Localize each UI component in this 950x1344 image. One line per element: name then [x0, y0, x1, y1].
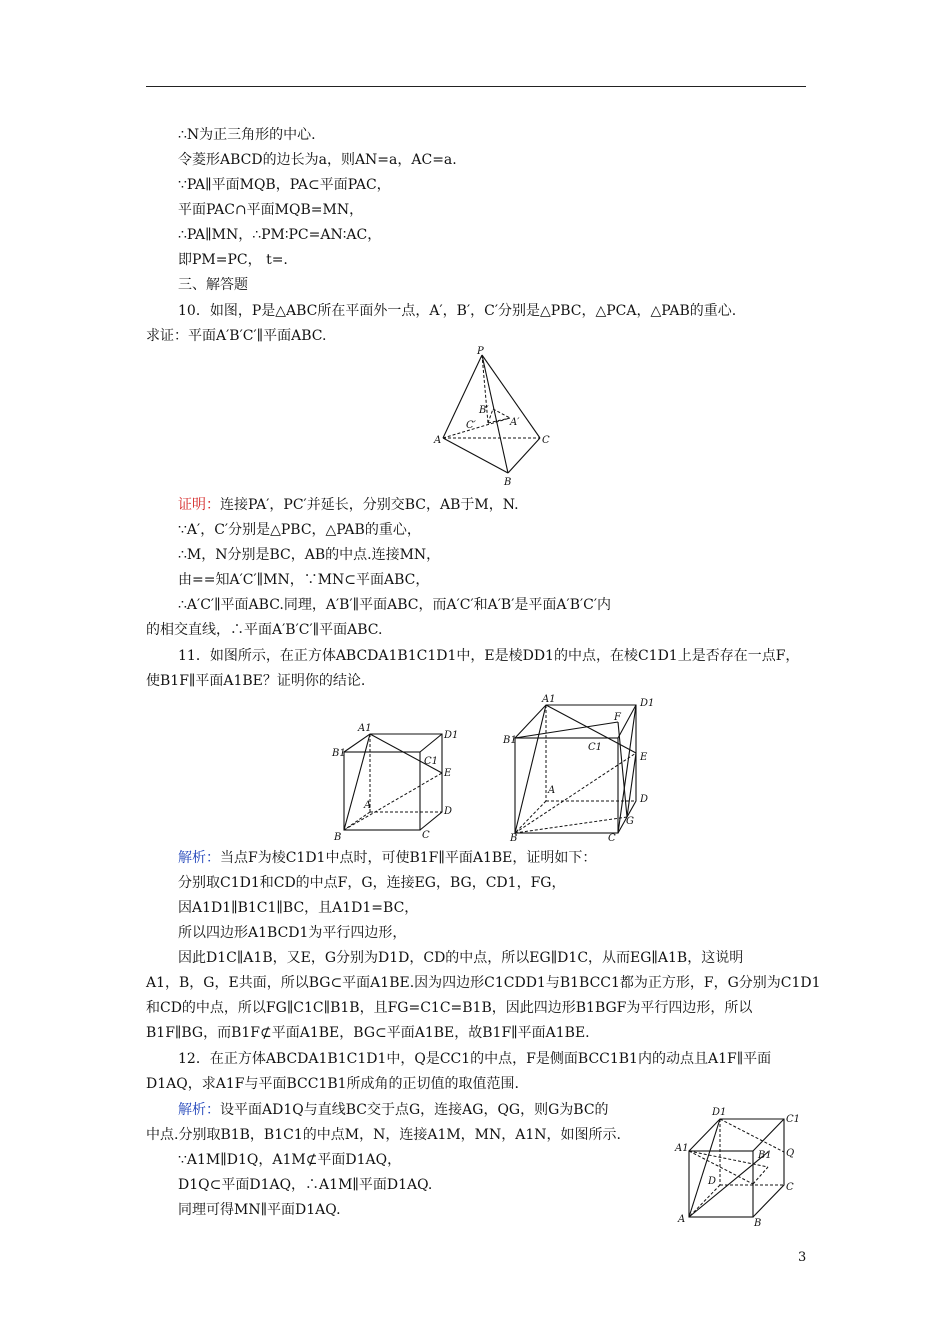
- cube-figure-1: [330, 718, 465, 843]
- text-line: 中点.分别取B1B，B1C1的中点M，N，连接A1M，MN，A1N，如图所示.: [146, 1127, 621, 1143]
- text-line: 同理可得MN∥平面D1AQ.: [178, 1202, 341, 1218]
- text-line: ∴PA∥MN，∴PM∶PC=AN∶AC，: [178, 227, 382, 243]
- problem-10: 10．如图，P是△ABC所在平面外一点，A′，B′，C′分别是△PBC，△PCA，△PAB的重心.: [178, 303, 737, 319]
- label-C: C: [422, 830, 430, 841]
- label-C: C: [608, 833, 616, 844]
- text-line: D1AQ，求A1F与平面BCC1B1所成角的正切值的取值范围.: [146, 1076, 519, 1092]
- solution-line: [178, 849, 596, 867]
- label-A1: A1: [675, 1143, 689, 1154]
- label-B1: B1: [332, 748, 346, 759]
- label-B1: B1: [503, 735, 517, 746]
- solution-text: 当点F为棱C1D1中点时，可使B1F∥平面A1BE，证明如下：: [220, 850, 597, 866]
- problem-12: 12．在正方体ABCDA1B1C1D1中，Q是CC1的中点，F是侧面BCC1B1内的动点且A1F∥平面: [178, 1051, 772, 1067]
- text-line: 分别取C1D1和CD的中点F，G，连接EG，BG，CD1，FG，: [178, 875, 566, 891]
- label-A: A: [678, 1214, 686, 1225]
- label-F: F: [614, 712, 621, 723]
- label-A: A: [548, 785, 556, 796]
- proof-label: 证明：: [178, 497, 220, 513]
- label-Q: Q: [786, 1148, 795, 1159]
- section-heading: 三、解答题: [178, 277, 248, 293]
- text-line: ∵PA∥平面MQB，PA⊂平面PAC，: [178, 177, 391, 193]
- text-line: 平面PAC∩平面MQB=MN，: [178, 202, 364, 218]
- label-D: D: [444, 806, 453, 817]
- page-number: 3: [798, 1250, 807, 1265]
- label-B: B: [504, 477, 512, 488]
- label-E: E: [640, 752, 648, 763]
- label-C1: C1: [786, 1114, 801, 1125]
- label-B-prime: B′: [479, 405, 489, 416]
- label-G: G: [626, 816, 634, 827]
- label-B: B: [510, 833, 518, 844]
- text-line: 求证：平面A′B′C′∥平面ABC.: [146, 328, 327, 344]
- text-line: 使B1F∥平面A1BE？证明你的结论.: [146, 673, 366, 689]
- problem-11: 11．如图所示，在正方体ABCDA1B1C1D1中，E是棱DD1的中点，在棱C1D1上是否存在一点F，: [178, 648, 800, 664]
- label-B1: B1: [758, 1150, 772, 1161]
- label-A-prime: A′: [510, 417, 520, 428]
- label-B: B: [334, 832, 342, 843]
- text-line: ∴N为正三角形的中心.: [178, 127, 316, 143]
- label-A: A: [434, 435, 442, 446]
- text-line: 和CD的中点，所以FG∥C1C∥B1B，且FG=C1C=B1B，因此四边形B1BGF为平行四边形，所以: [146, 1000, 753, 1016]
- cube-figure-3: [672, 1100, 807, 1228]
- label-D1: D1: [712, 1107, 727, 1118]
- text-line: 所以四边形A1BCD1为平行四边形，: [178, 925, 407, 941]
- label-A1: A1: [358, 723, 372, 734]
- label-C: C: [786, 1182, 794, 1193]
- text-line: ∵A1M∥D1Q，A1M⊄平面D1AQ，: [178, 1152, 402, 1168]
- label-B: B: [754, 1218, 762, 1229]
- solution-text: 设平面AD1Q与直线BC交于点G，连接AG，QG，则G为BC的: [220, 1102, 609, 1118]
- label-C: C: [542, 435, 550, 446]
- text-line: D1Q⊂平面D1AQ，∴A1M∥平面D1AQ.: [178, 1177, 433, 1193]
- cube-figure-2: [500, 690, 660, 842]
- header-rule: [146, 86, 806, 87]
- label-C1: C1: [424, 756, 439, 767]
- proof-text: 连接PA′，PC′并延长，分别交BC，AB于M，N.: [220, 497, 519, 513]
- label-D1: D1: [640, 698, 655, 709]
- text-line: 因A1D1∥B1C1∥BC，且A1D1=BC，: [178, 900, 419, 916]
- proof-line: [178, 496, 519, 514]
- text-line: A1，B，G，E共面，所以BG⊂平面A1BE.因为四边形C1CDD1与B1BCC1都为正方形，F，G分别为C1D1: [146, 975, 821, 991]
- label-P: P: [477, 346, 484, 357]
- label-D: D: [708, 1176, 717, 1187]
- text-line: 令菱形ABCD的边长为a，则AN=a，AC=a.: [178, 152, 457, 168]
- solution-label: 解析：: [178, 850, 220, 866]
- text-line: ∵A′，C′分别是△PBC，△PAB的重心，: [178, 522, 421, 538]
- label-C-prime: C′: [466, 420, 476, 431]
- solution-label: 解析：: [178, 1102, 220, 1118]
- text-line: ∴M，N分别是BC，AB的中点.连接MN，: [178, 547, 441, 563]
- label-D: D: [640, 794, 649, 805]
- label-C1: C1: [588, 742, 603, 753]
- text-line: ∴A′C′∥平面ABC.同理，A′B′∥平面ABC，而A′C′和A′B′是平面A′B′C′内: [178, 597, 612, 613]
- label-A1: A1: [542, 694, 556, 705]
- text-line: 即PM=PC， t=.: [178, 252, 288, 268]
- tetrahedron-figure: [430, 345, 560, 490]
- text-line: B1F∥BG，而B1F⊄平面A1BE，BG⊂平面A1BE，故B1F∥平面A1BE.: [146, 1025, 590, 1041]
- solution-line: [178, 1101, 609, 1119]
- text-line: 由==知A′C′∥MN，∵MN⊂平面ABC，: [178, 572, 430, 588]
- label-A: A: [364, 800, 372, 811]
- text-line: 因此D1C∥A1B，又E，G分别为D1D，CD的中点，所以EG∥D1C，从而EG∥A1B，这说明: [178, 950, 744, 966]
- label-E: E: [444, 768, 452, 779]
- label-D1: D1: [444, 730, 459, 741]
- text-line: 的相交直线，∴平面A′B′C′∥平面ABC.: [146, 622, 383, 638]
